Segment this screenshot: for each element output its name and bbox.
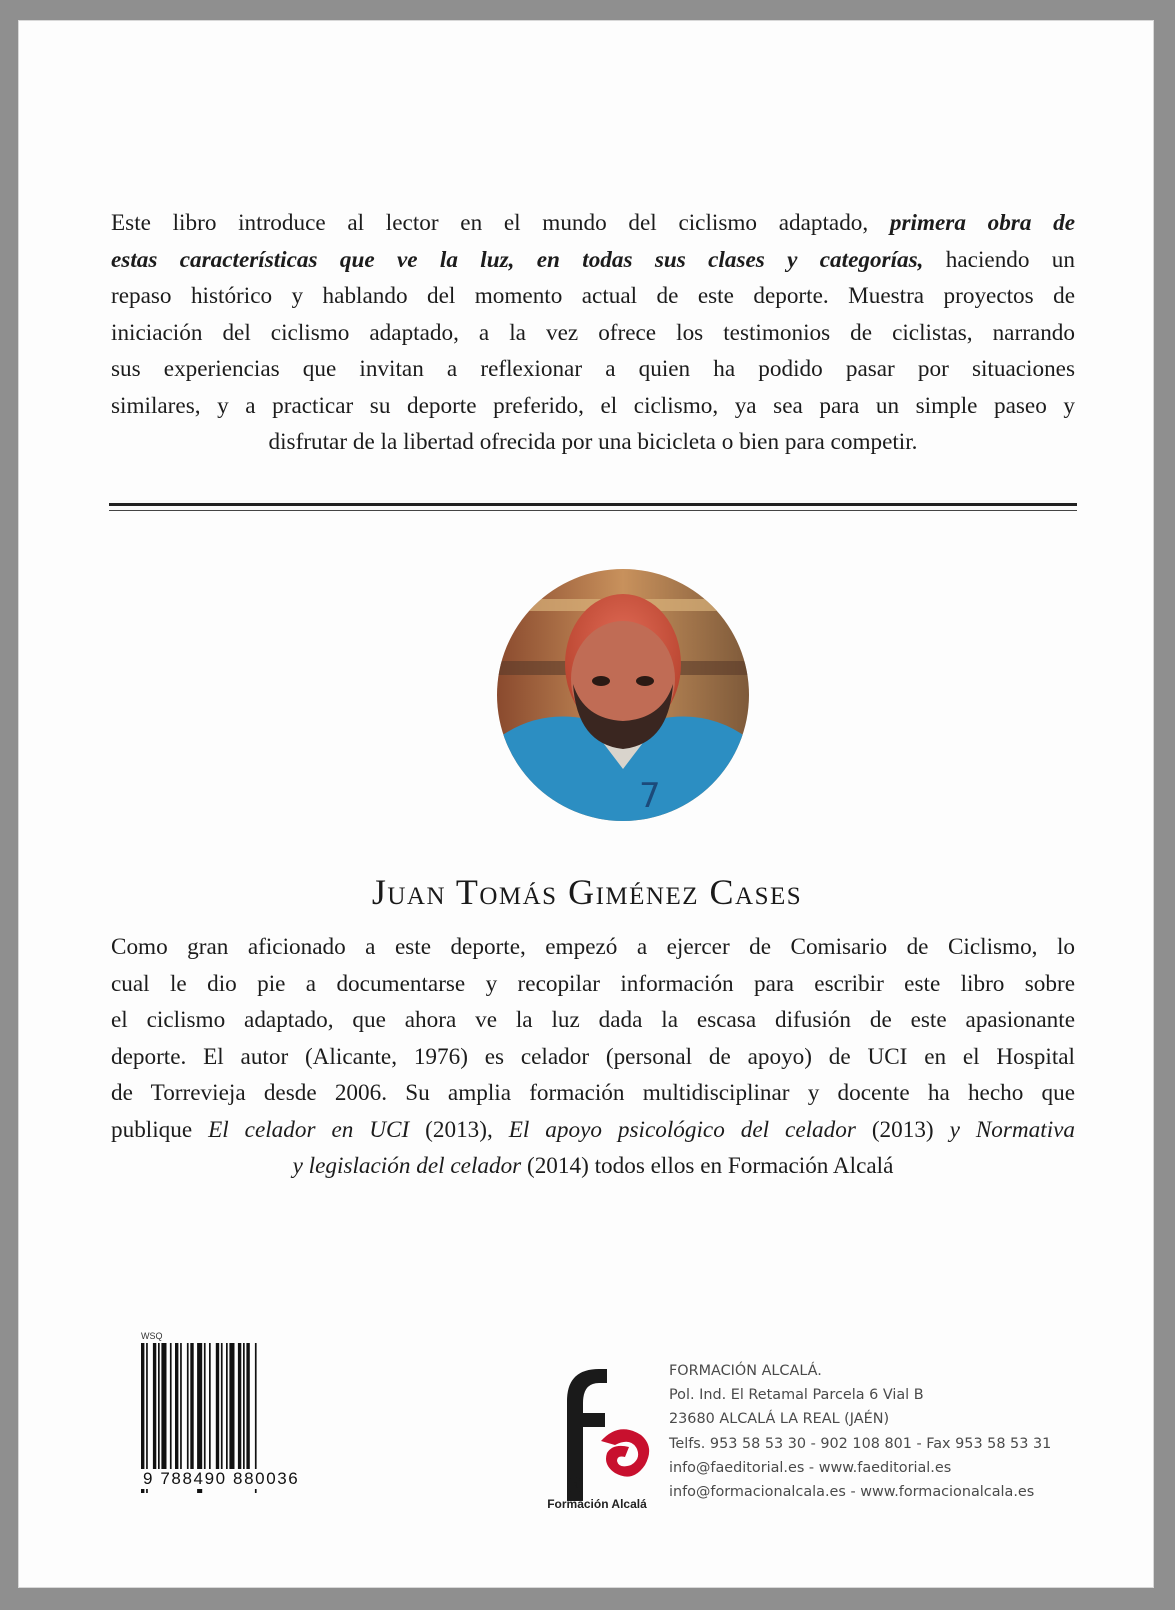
divider-thin — [109, 510, 1077, 511]
barcode-bar — [216, 1343, 219, 1471]
barcode-bar — [175, 1343, 178, 1471]
barcode-bar — [161, 1343, 166, 1471]
barcode-bar — [229, 1343, 234, 1471]
publisher-web: info@faeditorial.es - www.faeditorial.es — [669, 1459, 952, 1476]
svg-text:7: 7 — [639, 776, 661, 816]
publisher-web: info@formacionalcala.es - www.formacionalcala.es — [669, 1484, 1035, 1501]
publisher-name: FORMACIÓN ALCALÁ. — [669, 1363, 822, 1379]
barcode-bar — [170, 1343, 172, 1471]
barcode-label: WSQ — [141, 1331, 163, 1341]
barcode-bar — [190, 1343, 193, 1471]
publisher-info — [669, 1359, 1051, 1504]
barcode-bar — [209, 1343, 211, 1471]
publisher-address-line: 23680 ALCALÁ LA REAL (JAÉN) — [669, 1411, 890, 1428]
barcode-bar — [246, 1343, 249, 1471]
blurb-line: similares, y a practicar su deporte preferido, el ciclismo, ya sea para un simple paseo y — [111, 392, 1075, 419]
registered-mark: R — [571, 1481, 579, 1492]
blurb-line: estas características que ve la luz, en todas sus clases y categorías, haciendo un — [111, 246, 1075, 273]
bio-line: de Torrevieja desde 2006. Su amplia formación multidisciplinar y docente ha hecho que — [111, 1080, 1075, 1106]
blurb-line: disfrutar de la libertad ofrecida por una bicicleta o bien para competir. — [268, 429, 918, 455]
publisher-logo — [537, 1361, 657, 1501]
bio-line: el ciclismo adaptado, que ahora ve la luz dada la escasa difusión de este apasionante — [111, 1007, 1075, 1033]
isbn-number: 9 788490 880036 — [143, 1469, 300, 1488]
divider-thick — [109, 503, 1077, 506]
barcode-bar — [221, 1343, 223, 1471]
bio-line: y legislación del celador (2014) todos ellos en Formación Alcalá — [292, 1153, 894, 1179]
barcode-bar — [226, 1343, 228, 1471]
publisher-address-line: Pol. Ind. El Retamal Parcela 6 Vial B — [669, 1387, 924, 1404]
blurb-line: Este libro introduce al lector en el mundo del ciclismo adaptado, primera obra de — [111, 210, 1075, 236]
barcode-bar — [238, 1343, 241, 1471]
barcode-bar — [187, 1343, 189, 1471]
publisher-phones: Telfs. 953 58 53 30 - 902 108 801 - Fax 953 58 53 31 — [669, 1435, 1052, 1452]
blurb-line: sus experiencias que invitan a reflexionar a quien ha podido pasar por situaciones — [111, 356, 1075, 382]
author-name: Juan Tomás Giménez Cases — [371, 872, 803, 912]
bio-line: Como gran aficionado a este deporte, empezó a ejercer de Comisario de Ciclismo, lo — [111, 934, 1075, 960]
blurb-line: repaso histórico y hablando del momento actual de este deporte. Muestra proyectos de — [111, 283, 1075, 309]
bio-line: cual le dio pie a documentarse y recopilar información para escribir este libro sobre — [111, 970, 1075, 997]
logo-caption: Formación Alcalá — [547, 1497, 647, 1511]
author-bio — [111, 929, 1075, 1185]
barcode-bar — [153, 1343, 156, 1471]
author-photo — [497, 569, 749, 821]
book-back-cover — [18, 20, 1154, 1588]
blurb-line: iniciación del ciclismo adaptado, a la vez ofrece los testimonios de ciclistas, narrando — [111, 319, 1075, 346]
barcode-bar — [158, 1343, 160, 1471]
bio-line: publique El celador en UCI (2013), El apoyo psicológico del celador (2013) y Normativa — [111, 1116, 1076, 1143]
barcode-bar — [204, 1343, 206, 1471]
book-blurb — [111, 205, 1075, 461]
barcode-bar — [180, 1343, 182, 1471]
barcode-bar — [243, 1343, 245, 1471]
bio-line: deporte. El autor (Alicante, 1976) es celador (personal de apoyo) de UCI en el Hospital — [111, 1043, 1075, 1070]
